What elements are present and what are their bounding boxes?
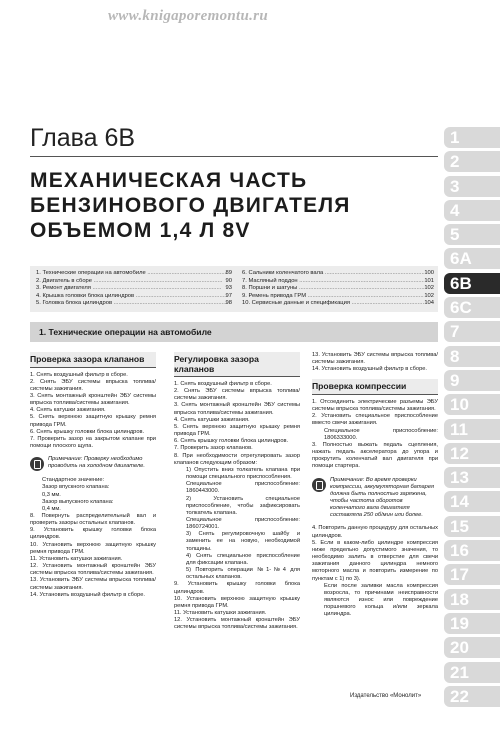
column-valve-check	[30, 352, 156, 599]
toc-entry-label: 7. Масляный поддон .....	[242, 278, 424, 286]
paragraph: 13. Установить ЭБУ системы впрыска топлива/системы зажигания.	[312, 352, 438, 366]
chapter-tab[interactable]: 2	[444, 151, 500, 172]
toc-entry-label: 10. Сервисные данные и спецификация .....	[242, 300, 424, 308]
toc-entry[interactable]	[242, 270, 434, 278]
heading-compression: Проверка компрессии	[312, 379, 438, 395]
toc-entry-label: 5. Головка блока цилиндров .....	[36, 300, 226, 308]
chapter-tab[interactable]: 6A	[444, 248, 500, 269]
paragraph: 0,4 мм.	[42, 505, 61, 512]
toc-entry-page: 102	[424, 285, 434, 292]
page-title	[30, 168, 440, 243]
toc-entry[interactable]	[36, 293, 232, 301]
note-block	[30, 456, 156, 471]
note-text: Примечание: Проверку необходимо проводить на холодном двигателе.	[48, 456, 145, 470]
toc-entry[interactable]	[242, 285, 434, 293]
paragraph: 11. Установить катушки зажигания.	[30, 555, 123, 562]
chapter-tab[interactable]: 16	[444, 540, 500, 561]
chapter-tab[interactable]: 4	[444, 200, 500, 221]
paragraph: Зазор выпускного клапана:	[42, 498, 114, 505]
chapter-tab[interactable]: 1	[444, 127, 500, 148]
toc-right-column	[242, 270, 434, 308]
paragraph: 13. Установить ЭБУ системы впрыска топлива/системы зажигания.	[30, 577, 156, 591]
toc-entry-page: 98	[225, 300, 232, 307]
note-text: Примечание: Во время проверки компрессии, аккумуляторная батарея должна быть полностью заряжена, чтобы частота оборотов коленчатого вала двигателя составляла 250 об/мин или более.	[330, 476, 435, 519]
chapter-tab[interactable]: 6C	[444, 297, 500, 318]
toc-entry-page: 90	[225, 277, 232, 284]
paragraph: 9. Установить крышку головки блока цилиндров.	[174, 581, 300, 595]
toc-entry-page: 97	[225, 292, 232, 299]
paragraph: 3) Снять регулировочную шайбу и заменить ее на новую, необходимой толщины.	[186, 531, 300, 552]
toc-entry-label: 9. Ремень привода ГРМ .....	[242, 293, 424, 301]
paragraph: 14. Установить воздушный фильтр в сборе.	[30, 591, 145, 598]
note-block	[312, 477, 438, 520]
chapter-tab[interactable]: 9	[444, 370, 500, 391]
paragraph: 9. Установить крышку головки блока цилиндров.	[30, 527, 156, 541]
column-compression	[312, 352, 438, 619]
toc-entry[interactable]	[36, 285, 232, 293]
toc-entry[interactable]	[36, 270, 232, 278]
chapter-tab[interactable]: 5	[444, 224, 500, 245]
chapter-tab[interactable]: 14	[444, 491, 500, 512]
column-valve-adjust	[174, 352, 300, 631]
publisher-credit: Издательство «Монолит»	[350, 693, 422, 699]
paragraph: 5. Снять верхнюю защитную крышку ремня привода ГРМ.	[174, 423, 300, 438]
chapter-tab[interactable]: 8	[444, 346, 500, 367]
chapter-tab[interactable]: 20	[444, 637, 500, 658]
chapter-tab[interactable]: 22	[444, 686, 500, 707]
paragraph: 4. Снять катушки зажигания.	[174, 416, 250, 423]
paragraph: 4. Снять катушки зажигания.	[30, 407, 106, 414]
watermark-url: www.knigaporemontu.ru	[108, 8, 268, 24]
paragraph: 12. Установить монтажный кронштейн ЭБУ системы впрыска топлива/системы зажигания.	[174, 617, 300, 631]
title-line: ОБЪЕМОМ 1,4 Л 8V	[30, 219, 251, 242]
paragraph: 0,3 мм.	[42, 491, 61, 498]
paragraph: 2. Снять ЭБУ системы впрыска топлива/системы зажигания.	[174, 388, 300, 402]
chapter-tab[interactable]: 21	[444, 662, 500, 683]
note-icon	[312, 478, 326, 492]
toc-entry-page: 104	[424, 300, 434, 307]
paragraph: 5) Повторить операции №1-№4 для остальных клапанов.	[186, 567, 300, 581]
toc-entry-label: 8. Поршни и шатуны .....	[242, 285, 424, 293]
paragraph: Зазор впускного клапана:	[42, 484, 110, 491]
paragraph: 6. Снять крышку головки блока цилиндров.	[30, 428, 145, 435]
paragraph: 8. Повернуть распределительный вал и проверить зазоры остальных клапанов.	[30, 513, 156, 527]
section-heading	[30, 322, 438, 342]
toc-entry-label: 4. Крышка головки блока цилиндров .....	[36, 293, 226, 301]
toc-entry[interactable]	[242, 300, 434, 308]
chapter-tab[interactable]: 7	[444, 321, 500, 342]
paragraph: 4. Повторить данную процедуру для остальных цилиндров.	[312, 525, 438, 539]
paragraph: 3. Полностью выжать педаль сцепления, нажать педаль акселератора до упора и прокрутить коленчатый вал двигателя при помощи стартера.	[312, 441, 438, 470]
chapter-tab[interactable]: 11	[444, 419, 500, 440]
paragraph: 2) Установить специальное приспособление, чтобы зафиксировать толкатель клапана.	[186, 495, 300, 516]
toc-entry[interactable]	[242, 293, 434, 301]
toc-entry-label: 3. Ремонт двигателя .....	[36, 285, 221, 293]
paragraph: 1) Опустить вниз толкатель клапана при помощи специального приспособления.	[186, 466, 300, 481]
paragraph: 11. Установить катушки зажигания.	[174, 610, 267, 616]
paragraph: Специальное приспособление: 1806333000.	[324, 427, 438, 441]
paragraph: 10. Установить верхнюю защитную крышку ремня привода ГРМ.	[30, 541, 156, 555]
toc-entry-label: 2. Двигатель в сборе .....	[36, 278, 222, 286]
paragraph: 10. Установить верхнюю защитную крышку ремня привода ГРМ.	[174, 595, 300, 609]
paragraph: Специальное приспособление: 1860443000.	[186, 481, 300, 495]
spec-title: Стандартное значение:	[42, 477, 105, 484]
paragraph: Специальное приспособление: 1860724001.	[186, 516, 300, 531]
section-title: 1. Технические операции на автомобиле	[39, 327, 212, 337]
chapter-tab[interactable]: 12	[444, 443, 500, 464]
paragraph: 12. Установить монтажный кронштейн ЭБУ системы впрыска топлива/системы зажигания.	[30, 563, 156, 577]
toc-entry-label: 1. Технические операции на автомобиле .....	[36, 270, 226, 278]
paragraph: 7. Проверить зазор на закрытом клапане при помощи плоского щупа.	[30, 435, 156, 450]
chapter-tabs	[444, 127, 500, 710]
toc-entry-page: 100	[424, 270, 434, 276]
paragraph: 8. При необходимости отрегулировать зазор клапанов следующим образом:	[174, 452, 300, 466]
heading-valve-check: Проверка зазора клапанов	[30, 352, 156, 368]
paragraph: 1. Снять воздушный фильтр в сборе.	[174, 381, 272, 387]
toc-entry-page: 102	[424, 292, 434, 299]
chapter-tab[interactable]: 10	[444, 394, 500, 415]
paragraph: 2. Установить специальное приспособление вместо свечи зажигания.	[312, 413, 438, 427]
chapter-title: Глава 6B	[30, 124, 136, 152]
toc-entry-page: 89	[225, 270, 232, 276]
toc-entry-page: 93	[225, 285, 232, 292]
toc-entry[interactable]	[36, 278, 232, 286]
divider	[30, 156, 438, 157]
toc-entry-label: 6. Сальники коленчатого вала .....	[242, 270, 424, 278]
chapter-tab[interactable]: 19	[444, 613, 500, 634]
paragraph: 7. Проверить зазор клапанов.	[174, 445, 253, 452]
title-line: МЕХАНИЧЕСКАЯ ЧАСТЬ	[30, 169, 308, 192]
paragraph: 5. Если в каком-либо цилиндре компрессия ниже предельно допустимого значения, то необходимо залить в отверстие для свечи зажигания данного цилиндра немного моторного масла и повторить измерение по пунктам с 1) по 3).	[312, 539, 438, 582]
title-line: БЕНЗИНОВОГО ДВИГАТЕЛЯ	[30, 194, 351, 217]
paragraph: 2. Снять ЭБУ системы впрыска топлива/системы зажигания.	[30, 378, 156, 392]
chapter-tab[interactable]: 18	[444, 589, 500, 610]
chapter-tab[interactable]: 13	[444, 467, 500, 488]
chapter-tab[interactable]: 17	[444, 564, 500, 585]
paragraph: 1. Отсоединить электрические разъемы ЭБУ системы впрыска топлива/системы зажигания.	[312, 398, 438, 413]
paragraph: 6. Снять крышку головки блока цилиндров.	[174, 438, 289, 445]
heading-valve-adjust: Регулировка зазора клапанов	[174, 352, 300, 377]
paragraph: 5. Снять верхнюю защитную крышку ремня привода ГРМ.	[30, 414, 156, 428]
paragraph: 3. Снять монтажный кронштейн ЭБУ системы впрыска топлива/системы зажигания.	[174, 402, 300, 416]
paragraph: 3. Снять монтажный кронштейн ЭБУ системы впрыска топлива/системы зажигания.	[30, 392, 156, 407]
paragraph: 1. Снять воздушный фильтр в сборе.	[30, 371, 128, 378]
paragraph: 4) Снять специальное приспособление для фиксации клапана.	[186, 552, 300, 566]
toc-entry[interactable]	[242, 278, 434, 286]
paragraph: 14. Установить воздушный фильтр в сборе.	[312, 366, 427, 373]
chapter-tab[interactable]: 3	[444, 176, 500, 197]
toc-entry-page: 101	[424, 277, 434, 284]
paragraph: Если после заливки масла компрессия возросла, то причинами неисправности являются износ или повреждение поршневого кольца и/или зеркала цилиндра.	[324, 582, 438, 618]
chapter-tab[interactable]: 15	[444, 516, 500, 537]
chapter-tab[interactable]: 6B	[444, 273, 500, 294]
toc-entry[interactable]	[36, 300, 232, 308]
note-icon	[30, 457, 44, 471]
toc-left-column	[36, 270, 232, 308]
table-of-contents	[30, 266, 438, 312]
